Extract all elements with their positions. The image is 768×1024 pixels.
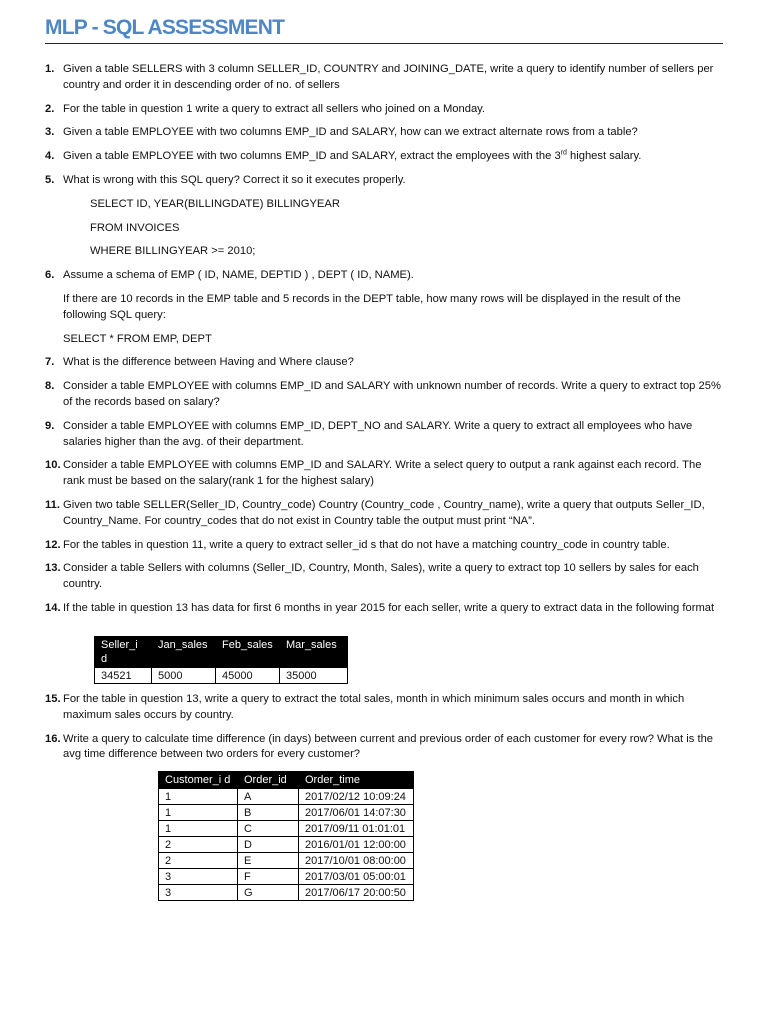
sql-code-line: FROM INVOICES	[90, 221, 180, 234]
table-cell: 1	[159, 805, 238, 821]
question-number: 7.	[45, 356, 55, 369]
question-number: 16.	[45, 732, 61, 745]
title-divider	[45, 43, 723, 44]
question-1	[45, 62, 725, 94]
question-number: 3.	[45, 126, 55, 139]
question-2	[45, 102, 725, 118]
sales-format-table	[94, 636, 348, 684]
table-cell: 1	[159, 821, 238, 837]
question-5	[45, 173, 725, 189]
table-cell: 2	[159, 853, 238, 869]
table-cell: 3	[159, 869, 238, 885]
table-header-cell: Order_id	[238, 772, 299, 789]
table-cell: 2017/06/17 20:00:50	[299, 885, 414, 901]
question-text: For the table in question 1 write a query to extract all sellers who joined on a Monday.	[63, 102, 486, 115]
table-cell: 34521	[95, 668, 152, 684]
table-cell: 5000	[152, 668, 216, 684]
orders-table	[158, 771, 414, 901]
question-10	[45, 458, 725, 490]
table-row	[159, 885, 414, 901]
table-cell: B	[238, 805, 299, 821]
table-cell: 3	[159, 885, 238, 901]
question-7	[45, 355, 725, 371]
table-cell: 2016/01/01 12:00:00	[299, 837, 414, 853]
question-number: 4.	[45, 150, 55, 163]
sql-code-line: SELECT ID, YEAR(BILLINGDATE) BILLINGYEAR	[90, 197, 340, 210]
question-text: For the tables in question 11, write a query to extract seller_id s that do not have a matching country_code in country table.	[63, 538, 670, 551]
question-text: Given a table SELLERS with 3 column SELLER_ID, COUNTRY and JOINING_DATE, write a query to identify number of sellers per country and order it in descending order of no. of sellers	[63, 63, 714, 91]
question-number: 2.	[45, 102, 55, 115]
question-11	[45, 498, 725, 530]
question-list	[45, 62, 725, 625]
question-number: 15.	[45, 693, 61, 705]
table-cell: 2	[159, 837, 238, 853]
question-number: 11.	[45, 498, 60, 511]
table-row	[159, 821, 414, 837]
sql-code-line: SELECT * FROM EMP, DEPT	[63, 332, 212, 345]
question-text: Consider a table EMPLOYEE with columns EMP_ID and SALARY. Write a select query to output a rank against each record. The rank must be based on the salary(rank 1 for the highest salary)	[63, 459, 702, 488]
question-text: What is wrong with this SQL query? Correct it so it executes properly.	[63, 173, 406, 186]
question-text: Consider a table EMPLOYEE with columns EMP_ID, DEPT_NO and SALARY. Write a query to extract all employees who have salaries higher than the avg. of their department.	[63, 419, 693, 448]
table-header-cell: Order_time	[299, 772, 414, 789]
table-cell: G	[238, 885, 299, 901]
question-list-continued	[45, 692, 725, 771]
question-number: 13.	[45, 562, 61, 575]
question-text: Assume a schema of EMP ( ID, NAME, DEPTID ) , DEPT ( ID, NAME).	[63, 269, 414, 282]
table-cell: 1	[159, 789, 238, 805]
question-12	[45, 538, 725, 554]
question-number: 1.	[45, 63, 55, 75]
question-15	[45, 692, 725, 724]
table-header-cell: Jan_sales	[152, 637, 216, 668]
table-cell: 2017/06/01 14:07:30	[299, 805, 414, 821]
table-header-cell: Customer_i d	[159, 772, 238, 789]
table-cell: C	[238, 821, 299, 837]
table-header-cell: Seller_i d	[95, 637, 152, 668]
table-cell: 45000	[216, 668, 280, 684]
table-row	[159, 789, 414, 805]
document-title: MLP - SQL ASSESSMENT	[45, 16, 285, 39]
question-text-end: highest salary.	[566, 150, 642, 163]
question-4	[45, 149, 725, 165]
table-cell: E	[238, 853, 299, 869]
table-header-cell: Mar_sales	[280, 637, 348, 668]
question-text: What is the difference between Having and Where clause?	[63, 356, 354, 369]
question-text: Consider a table Sellers with columns (Seller_ID, Country, Month, Sales), write a query to extract top 10 sellers by sales for each country.	[63, 562, 699, 591]
question-number: 10.	[45, 459, 61, 472]
table-cell: 35000	[280, 668, 348, 684]
table-row	[159, 869, 414, 885]
question-16	[45, 732, 725, 764]
question-6-detail: If there are 10 records in the EMP table and 5 records in the DEPT table, how many rows will be displayed in the result of the following SQL query:	[63, 292, 681, 321]
question-text: For the table in question 13, write a query to extract the total sales, month in which minimum sales occurs and month in which maximum sales occurs by country.	[63, 693, 685, 721]
table-row	[159, 837, 414, 853]
question-number: 9.	[45, 419, 55, 432]
table-cell: A	[238, 789, 299, 805]
table-row	[159, 805, 414, 821]
table-cell: 2017/02/12 10:09:24	[299, 789, 414, 805]
question-13	[45, 561, 725, 593]
question-9	[45, 419, 725, 451]
table-cell: F	[238, 869, 299, 885]
table-cell: 2017/10/01 08:00:00	[299, 853, 414, 869]
question-text: Given a table EMPLOYEE with two columns EMP_ID and SALARY, extract the employees with the 3	[63, 150, 561, 163]
table-row	[159, 853, 414, 869]
question-number: 14.	[45, 601, 61, 614]
table-cell: D	[238, 837, 299, 853]
question-number: 6.	[45, 269, 55, 282]
table-cell: 2017/03/01 05:00:01	[299, 869, 414, 885]
question-number: 8.	[45, 380, 55, 393]
table-header-cell: Feb_sales	[216, 637, 280, 668]
question-text: If the table in question 13 has data for first 6 months in year 2015 for each seller, write a query to extract data in the following format	[63, 601, 715, 614]
question-number: 12.	[45, 538, 61, 551]
question-text: Consider a table EMPLOYEE with columns EMP_ID and SALARY with unknown number of records. Write a query to extract top 25% of the records based on salary?	[63, 380, 721, 408]
question-3	[45, 125, 725, 141]
table-header-row	[159, 772, 414, 789]
question-text: Write a query to calculate time difference (in days) between current and previous order of each customer for every row? What is the avg time difference between two orders for every customer?	[63, 732, 714, 761]
question-6	[45, 268, 725, 284]
question-number: 5.	[45, 173, 55, 186]
question-8	[45, 379, 725, 411]
question-text: Given a table EMPLOYEE with two columns EMP_ID and SALARY, how can we extract alternate rows from a table?	[63, 126, 638, 139]
table-row	[95, 668, 348, 684]
sql-code-line: WHERE BILLINGYEAR >= 2010;	[90, 245, 256, 258]
table-header-row	[95, 637, 348, 668]
question-14	[45, 601, 725, 617]
superscript: rd	[560, 149, 567, 157]
table-cell: 2017/09/11 01:01:01	[299, 821, 414, 837]
question-text: Given two table SELLER(Seller_ID, Country_code) Country (Country_code , Country_name), write a query that outputs Seller_ID, Country_Name. For country_codes that do not exist in Country table the output must print “NA”.	[63, 498, 705, 527]
